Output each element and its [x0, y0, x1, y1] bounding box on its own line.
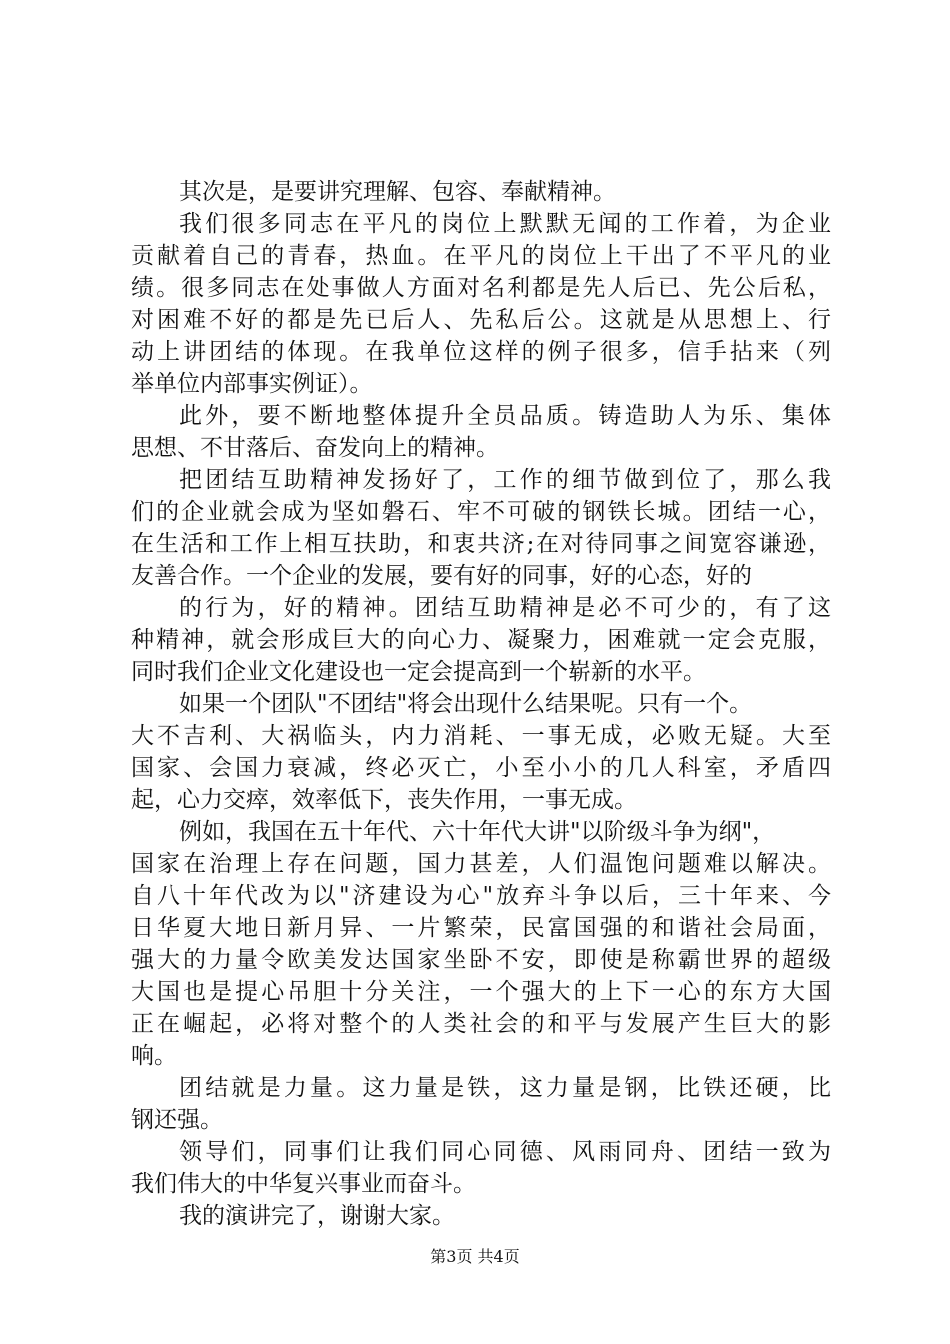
text-line: 我的演讲完了，谢谢大家。 — [179, 1203, 455, 1229]
text-line: 贡献着自己的青春，热血。在平凡的岗位上干出了不平凡的业 — [131, 243, 831, 269]
text-line: 例如，我国在五十年代、六十年代大讲"以阶级斗争为纲"， — [179, 819, 776, 845]
text-line: 响。 — [131, 1043, 177, 1069]
text-line: 团结就是力量。这力量是铁，这力量是钢，比铁还硬，比 — [179, 1075, 831, 1101]
text-line: 领导们，同事们让我们同心同德、风雨同舟、团结一致为 — [179, 1139, 831, 1165]
text-line: 种精神，就会形成巨大的向心力、凝聚力，困难就一定会克服， — [131, 627, 831, 653]
text-line: 强大的力量令欧美发达国家坐卧不安，即使是称霸世界的超级 — [131, 947, 831, 973]
text-line: 绩。很多同志在处事做人方面对名利都是先人后已、先公后私， — [131, 275, 831, 301]
text-line: 我们伟大的中华复兴事业而奋斗。 — [131, 1171, 476, 1197]
text-line: 此外，要不断地整体提升全员品质。铸造助人为乐、集体 — [179, 403, 831, 429]
text-line: 自八十年代改为以"济建设为心"放弃斗争以后，三十年来、今 — [131, 883, 831, 909]
text-line: 其次是，是要讲究理解、包容、奉献精神。 — [179, 179, 616, 205]
text-line: 的行为，好的精神。团结互助精神是必不可少的，有了这 — [179, 595, 831, 621]
text-line: 同时我们企业文化建设也一定会提高到一个崭新的水平。 — [131, 659, 706, 685]
text-line: 正在崛起，必将对整个的人类社会的和平与发展产生巨大的影 — [131, 1011, 831, 1037]
text-line: 们的企业就会成为坚如磐石、牢不可破的钢铁长城。团结一心， — [131, 499, 831, 525]
text-line: 把团结互助精神发扬好了，工作的细节做到位了，那么我 — [179, 467, 831, 493]
text-line: 举单位内部事实例证）。 — [131, 371, 373, 397]
document-body — [131, 176, 831, 1232]
text-line: 起，心力交瘁，效率低下，丧失作用，一事无成。 — [131, 787, 637, 813]
text-line: 思想、不甘落后、奋发向上的精神。 — [131, 435, 499, 461]
text-line: 国家在治理上存在问题，国力甚差，人们温饱问题难以解决。 — [131, 851, 831, 877]
page-number-footer: 第3页 共4页 — [430, 1247, 520, 1266]
text-line: 大国也是提心吊胆十分关注，一个强大的上下一心的东方大国 — [131, 979, 831, 1005]
text-line: 动上讲团结的体现。在我单位这样的例子很多，信手拈来（列 — [131, 339, 831, 365]
text-line: 日华夏大地日新月异、一片繁荣，民富国强的和谐社会局面， — [131, 915, 831, 941]
text-line: 友善合作。一个企业的发展，要有好的同事，好的心态，好的 — [131, 563, 752, 589]
text-line: 国家、会国力衰减，终必灭亡，小至小小的几人科室，矛盾四 — [131, 755, 831, 781]
text-line: 大不吉利、大祸临头，内力消耗、一事无成，必败无疑。大至 — [131, 723, 831, 749]
text-line: 我们很多同志在平凡的岗位上默默无闻的工作着，为企业 — [179, 211, 831, 237]
text-line: 钢还强。 — [131, 1107, 223, 1133]
text-line: 对困难不好的都是先已后人、先私后公。这就是从思想上、行 — [131, 307, 831, 333]
text-line: 如果一个团队"不团结"将会出现什么结果呢。只有一个。 — [179, 691, 753, 717]
text-line: 在生活和工作上相互扶助，和衷共济;在对待同事之间宽容谦逊， — [131, 531, 831, 557]
